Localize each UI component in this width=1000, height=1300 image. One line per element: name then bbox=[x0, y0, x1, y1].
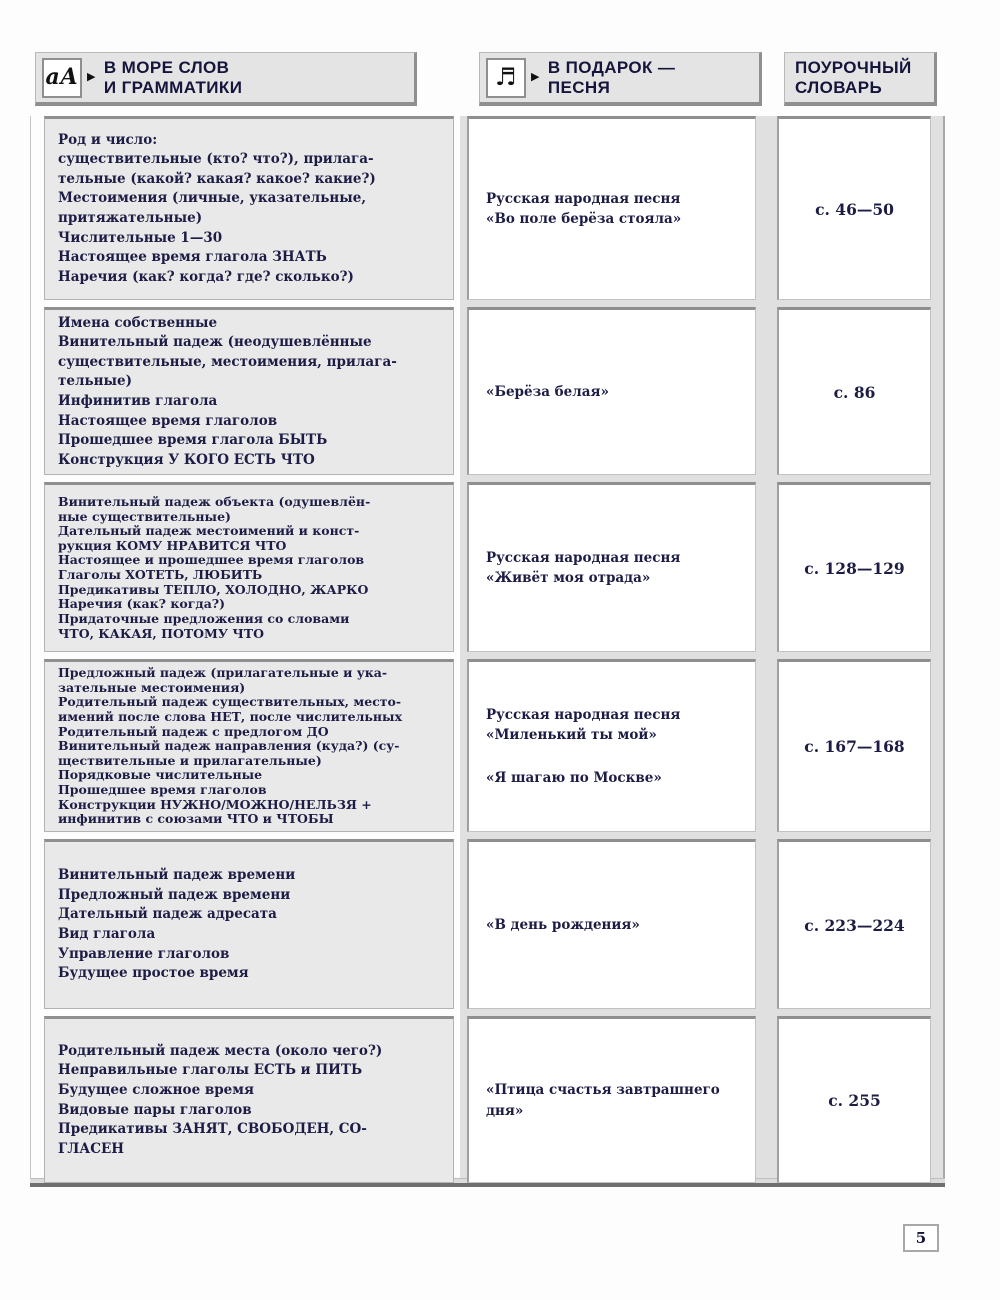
text-line: с. 167—168 bbox=[804, 737, 905, 756]
text-line: «Я шагаю по Москве» bbox=[486, 769, 662, 786]
text-line: Инфинитив глагола bbox=[58, 393, 218, 409]
text-line: Прошедшее время глагола БЫТЬ bbox=[58, 432, 328, 449]
grammar-cell bbox=[44, 1016, 454, 1183]
text-line: Русская народная песня bbox=[486, 549, 681, 566]
text-line: Будущее сложное время bbox=[58, 1081, 254, 1098]
table-row bbox=[30, 1016, 945, 1183]
text-line: Винительный падеж направления (куда?) (су- bbox=[58, 738, 400, 754]
text-line: Конструкции НУЖНО/МОЖНО/НЕЛЬЗЯ + bbox=[58, 796, 372, 812]
text-line: Вид глагола bbox=[58, 926, 156, 942]
text-line: зательные местоимения) bbox=[58, 679, 246, 695]
text-line: Русская народная песня bbox=[486, 190, 681, 207]
blank-line bbox=[486, 746, 747, 768]
text-line: Родительный падеж с предлогом ДО bbox=[58, 723, 329, 739]
text-line: «В день рождения» bbox=[486, 916, 640, 933]
text-line: с. 223—224 bbox=[804, 915, 905, 935]
header-song-line2: ПЕСНЯ bbox=[547, 77, 611, 97]
header-row bbox=[0, 52, 1000, 108]
text-line: тельные (какой? какая? какое? какие?) bbox=[58, 170, 376, 187]
text-line: Управление глаголов bbox=[58, 945, 230, 962]
header-song-label bbox=[548, 58, 675, 97]
text-line: Порядковые числительные bbox=[58, 767, 263, 783]
text-line: Родительный падеж существительных, место- bbox=[58, 694, 402, 710]
text-line: Наречия (как? когда? где? сколько?) bbox=[58, 268, 354, 285]
header-grammar-line2: И ГРАММАТИКИ bbox=[103, 77, 243, 97]
text-line: ЧТО, КАКАЯ, ПОТОМУ ЧТО bbox=[58, 625, 264, 641]
text-line: с. 46—50 bbox=[815, 199, 894, 219]
header-dictionary-line2: СЛОВАРЬ bbox=[795, 77, 883, 97]
table-row bbox=[30, 839, 945, 1009]
header-grammar-label bbox=[104, 58, 242, 97]
music-note-icon bbox=[486, 58, 526, 98]
header-grammar-line1: В МОРЕ СЛОВ bbox=[103, 57, 230, 77]
text-line: Настоящее и прошедшее время глаголов bbox=[58, 552, 365, 568]
grammar-cell bbox=[44, 659, 454, 832]
pages-cell bbox=[777, 116, 931, 300]
text-line: «Берёза белая» bbox=[486, 383, 609, 400]
text-line: Будущее простое время bbox=[58, 965, 249, 982]
text-line: Дательный падеж адресата bbox=[58, 906, 277, 923]
text-line: притяжательные) bbox=[58, 210, 203, 226]
text-line: Дательный падеж местоимений и конст- bbox=[58, 523, 360, 539]
letters-icon bbox=[42, 58, 82, 98]
text-line: «Во поле берёза стояла» bbox=[486, 211, 682, 227]
table-row bbox=[30, 116, 945, 300]
pages-cell bbox=[777, 1016, 931, 1183]
pages-cell bbox=[777, 307, 931, 475]
grammar-cell bbox=[44, 307, 454, 475]
song-cell bbox=[467, 839, 756, 1009]
pages-cell bbox=[777, 482, 931, 652]
text-line: ГЛАСЕН bbox=[58, 1140, 125, 1157]
text-line: Предложный падеж времени bbox=[58, 886, 291, 903]
text-line: Винительный падеж объекта (одушевлён- bbox=[58, 493, 371, 509]
text-line: с. 128—129 bbox=[804, 558, 905, 578]
grammar-cell bbox=[44, 839, 454, 1009]
header-song-line1: В ПОДАРОК — bbox=[547, 57, 676, 77]
rows-container bbox=[30, 116, 945, 1183]
text-line: ществительные и прилагательные) bbox=[58, 752, 322, 768]
song-cell bbox=[467, 1016, 756, 1183]
text-line: Конструкция У КОГО ЕСТЬ ЧТО bbox=[58, 451, 315, 468]
text-line: инфинитив с союзами ЧТО и ЧТОБЫ bbox=[58, 811, 334, 827]
text-line: Прошедшее время глаголов bbox=[58, 782, 267, 798]
text-line: Настоящее время глаголов bbox=[58, 412, 278, 429]
text-line: рукция КОМУ НРАВИТСЯ ЧТО bbox=[58, 537, 287, 553]
letters-icon-glyph: аА bbox=[45, 63, 79, 90]
text-line: Имена собственные bbox=[58, 314, 218, 331]
text-line: Винительный падеж (неодушевлённые bbox=[58, 334, 372, 351]
header-dictionary bbox=[784, 52, 937, 106]
arrow-right-icon: ▶ bbox=[87, 70, 96, 84]
song-cell bbox=[467, 482, 756, 652]
text-line: Видовые пары глаголов bbox=[58, 1101, 252, 1118]
text-line: Предложный падеж (прилагательные и ука- bbox=[58, 665, 388, 681]
text-line: Род и число: bbox=[58, 131, 158, 148]
page-number-box bbox=[903, 1224, 939, 1252]
text-line: Местоимения (личные, указательные, bbox=[58, 190, 367, 207]
pages-cell bbox=[777, 839, 931, 1009]
text-line: существительные (кто? что?), прилага- bbox=[58, 151, 374, 168]
text-line: Числительные 1—30 bbox=[58, 229, 223, 246]
text-line: ные существительные) bbox=[58, 508, 231, 524]
header-song bbox=[479, 52, 762, 106]
text-line: Глаголы ХОТЕТЬ, ЛЮБИТЬ bbox=[58, 567, 263, 582]
page-number: 5 bbox=[915, 1229, 927, 1247]
text-line: Предикативы ЗАНЯТ, СВОБОДЕН, СО- bbox=[58, 1121, 367, 1138]
song-cell bbox=[467, 116, 756, 300]
text-line: тельные) bbox=[58, 373, 133, 390]
table-row bbox=[30, 659, 945, 832]
text-line: с. 86 bbox=[833, 382, 876, 402]
text-line: Неправильные глаголы ЕСТЬ и ПИТЬ bbox=[58, 1062, 363, 1079]
song-cell bbox=[467, 307, 756, 475]
text-line: Настоящее время глагола ЗНАТЬ bbox=[58, 249, 327, 266]
text-line: существительные, местоимения, прилага- bbox=[58, 353, 397, 370]
text-line: Наречия (как? когда?) bbox=[58, 596, 226, 612]
pages-cell bbox=[777, 659, 931, 832]
contents-table bbox=[30, 116, 945, 1192]
table-row bbox=[30, 307, 945, 475]
header-grammar bbox=[35, 52, 417, 106]
grammar-cell bbox=[44, 116, 454, 300]
header-dictionary-label bbox=[795, 58, 912, 97]
header-dictionary-line1: ПОУРОЧНЫЙ bbox=[795, 57, 912, 77]
song-cell bbox=[467, 659, 756, 832]
text-line: «Птица счастья завтрашнего bbox=[486, 1082, 720, 1099]
table-row bbox=[30, 482, 945, 652]
text-line: «Миленький ты мой» bbox=[486, 727, 657, 744]
arrow-right-icon: ▶ bbox=[531, 70, 540, 84]
text-line: Родительный падеж места (около чего?) bbox=[58, 1042, 383, 1059]
music-note-icon-glyph: ♬ bbox=[495, 62, 517, 91]
text-line: имений после слова НЕТ, после числительных bbox=[58, 708, 403, 724]
text-line: Придаточные предложения со словами bbox=[58, 610, 350, 626]
text-line: Винительный падеж времени bbox=[58, 867, 296, 884]
text-line: Предикативы ТЕПЛО, ХОЛОДНО, ЖАРКО bbox=[58, 581, 369, 597]
text-line: дня» bbox=[486, 1102, 524, 1119]
text-line: Русская народная песня bbox=[486, 707, 681, 724]
text-line: с. 255 bbox=[828, 1091, 881, 1110]
text-line: «Живёт моя отрада» bbox=[486, 570, 651, 586]
grammar-cell bbox=[44, 482, 454, 652]
